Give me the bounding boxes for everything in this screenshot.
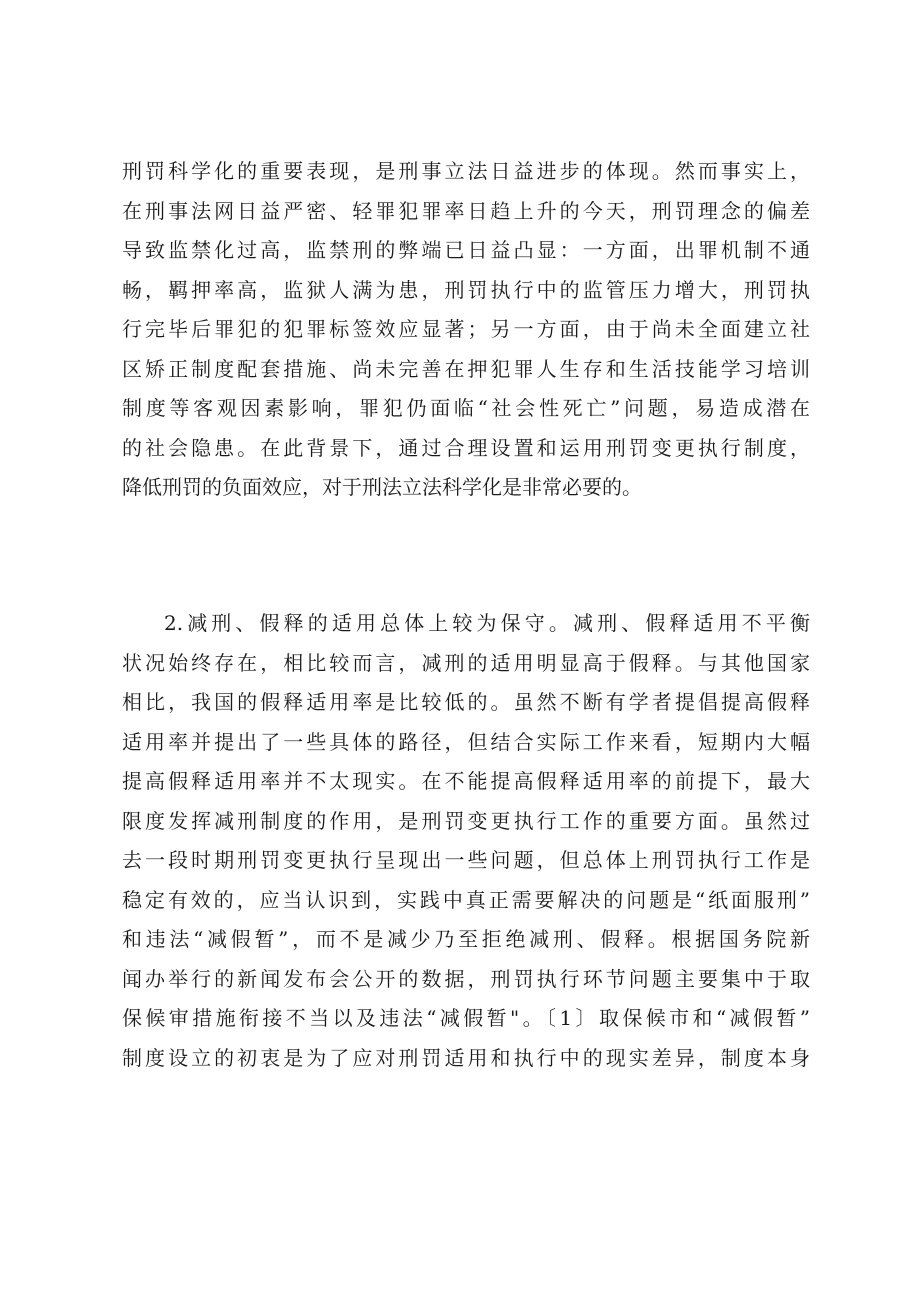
paragraph-line: 2.减刑、假释的适用总体上较为保守。减刑、假释适用不平衡 xyxy=(164,611,810,635)
paragraph-line: 相比，我国的假释适用率是比较低的。虽然不断有学者提倡提高假释 xyxy=(122,690,810,714)
paragraph-line: 降低刑罚的负面效应，对于刑法立法科学化是非常必要的。 xyxy=(122,475,642,499)
paragraph-line: 刑罚科学化的重要表现，是刑事立法日益进步的体现。然而事实上， xyxy=(122,159,810,183)
paragraph-line: 状况始终存在，相比较而言，减刑的适用明显高于假释。与其他国家 xyxy=(122,650,810,675)
paragraph-line: 畅，羁押率高，监狱人满为患，刑罚执行中的监管压力增大，刑罚执 xyxy=(122,277,810,302)
paragraph-line: 去一段时期刑罚变更执行呈现出一些问题，但总体上刑罚执行工作是 xyxy=(122,848,810,872)
paragraph-line: 在刑事法网日益严密、轻罪犯罪率日趋上升的今天，刑罚理念的偏差 xyxy=(122,198,810,223)
paragraph-line: 适用率并提出了一些具体的路径，但结合实际工作来看，短期内大幅 xyxy=(122,729,810,754)
paragraph-1 xyxy=(122,152,810,508)
paragraph-line: 闻办举行的新闻发布会公开的数据，刑罚执行环节问题主要集中于取 xyxy=(122,966,810,991)
paragraph-line: 制度等客观因素影响，罪犯仍面临“社会性死亡”问题，易造成潜在 xyxy=(122,396,810,420)
paragraph-line: 稳定有效的，应当认识到，实践中真正需要解决的问题是“纸面服刑” xyxy=(122,887,810,912)
paragraph-line: 和违法“减假暂”，而不是减少乃至拒绝减刑、假释。根据国务院新 xyxy=(122,927,810,951)
paragraph-line: 行完毕后罪犯的犯罪标签效应显著；另一方面，由于尚未全面建立社 xyxy=(122,317,810,341)
paragraph-line: 限度发挥减刑制度的作用，是刑罚变更执行工作的重要方面。虽然过 xyxy=(122,808,810,833)
paragraph-line: 提高假释适用率并不太现实。在不能提高假释适用率的前提下，最大 xyxy=(122,769,810,793)
paragraph-2 xyxy=(122,604,810,1078)
paragraph-line: 保候审措施衔接不当以及违法“减假暂"。〔1〕取保候市和“减假暂” xyxy=(122,1006,810,1030)
paragraph-line: 制度设立的初衷是为了应对刑罚适用和执行中的现实差异，制度本身 xyxy=(122,1045,810,1070)
paragraph-line: 区矫正制度配套措施、尚未完善在押犯罪人生存和生活技能学习培训 xyxy=(122,356,810,381)
paragraph-line: 的社会隐患。在此背景下，通过合理设置和运用刑罚变更执行制度， xyxy=(122,435,810,460)
paragraph-line: 导致监禁化过高，监禁刑的弊端已日益凸显：一方面，出罪机制不通 xyxy=(122,238,810,262)
